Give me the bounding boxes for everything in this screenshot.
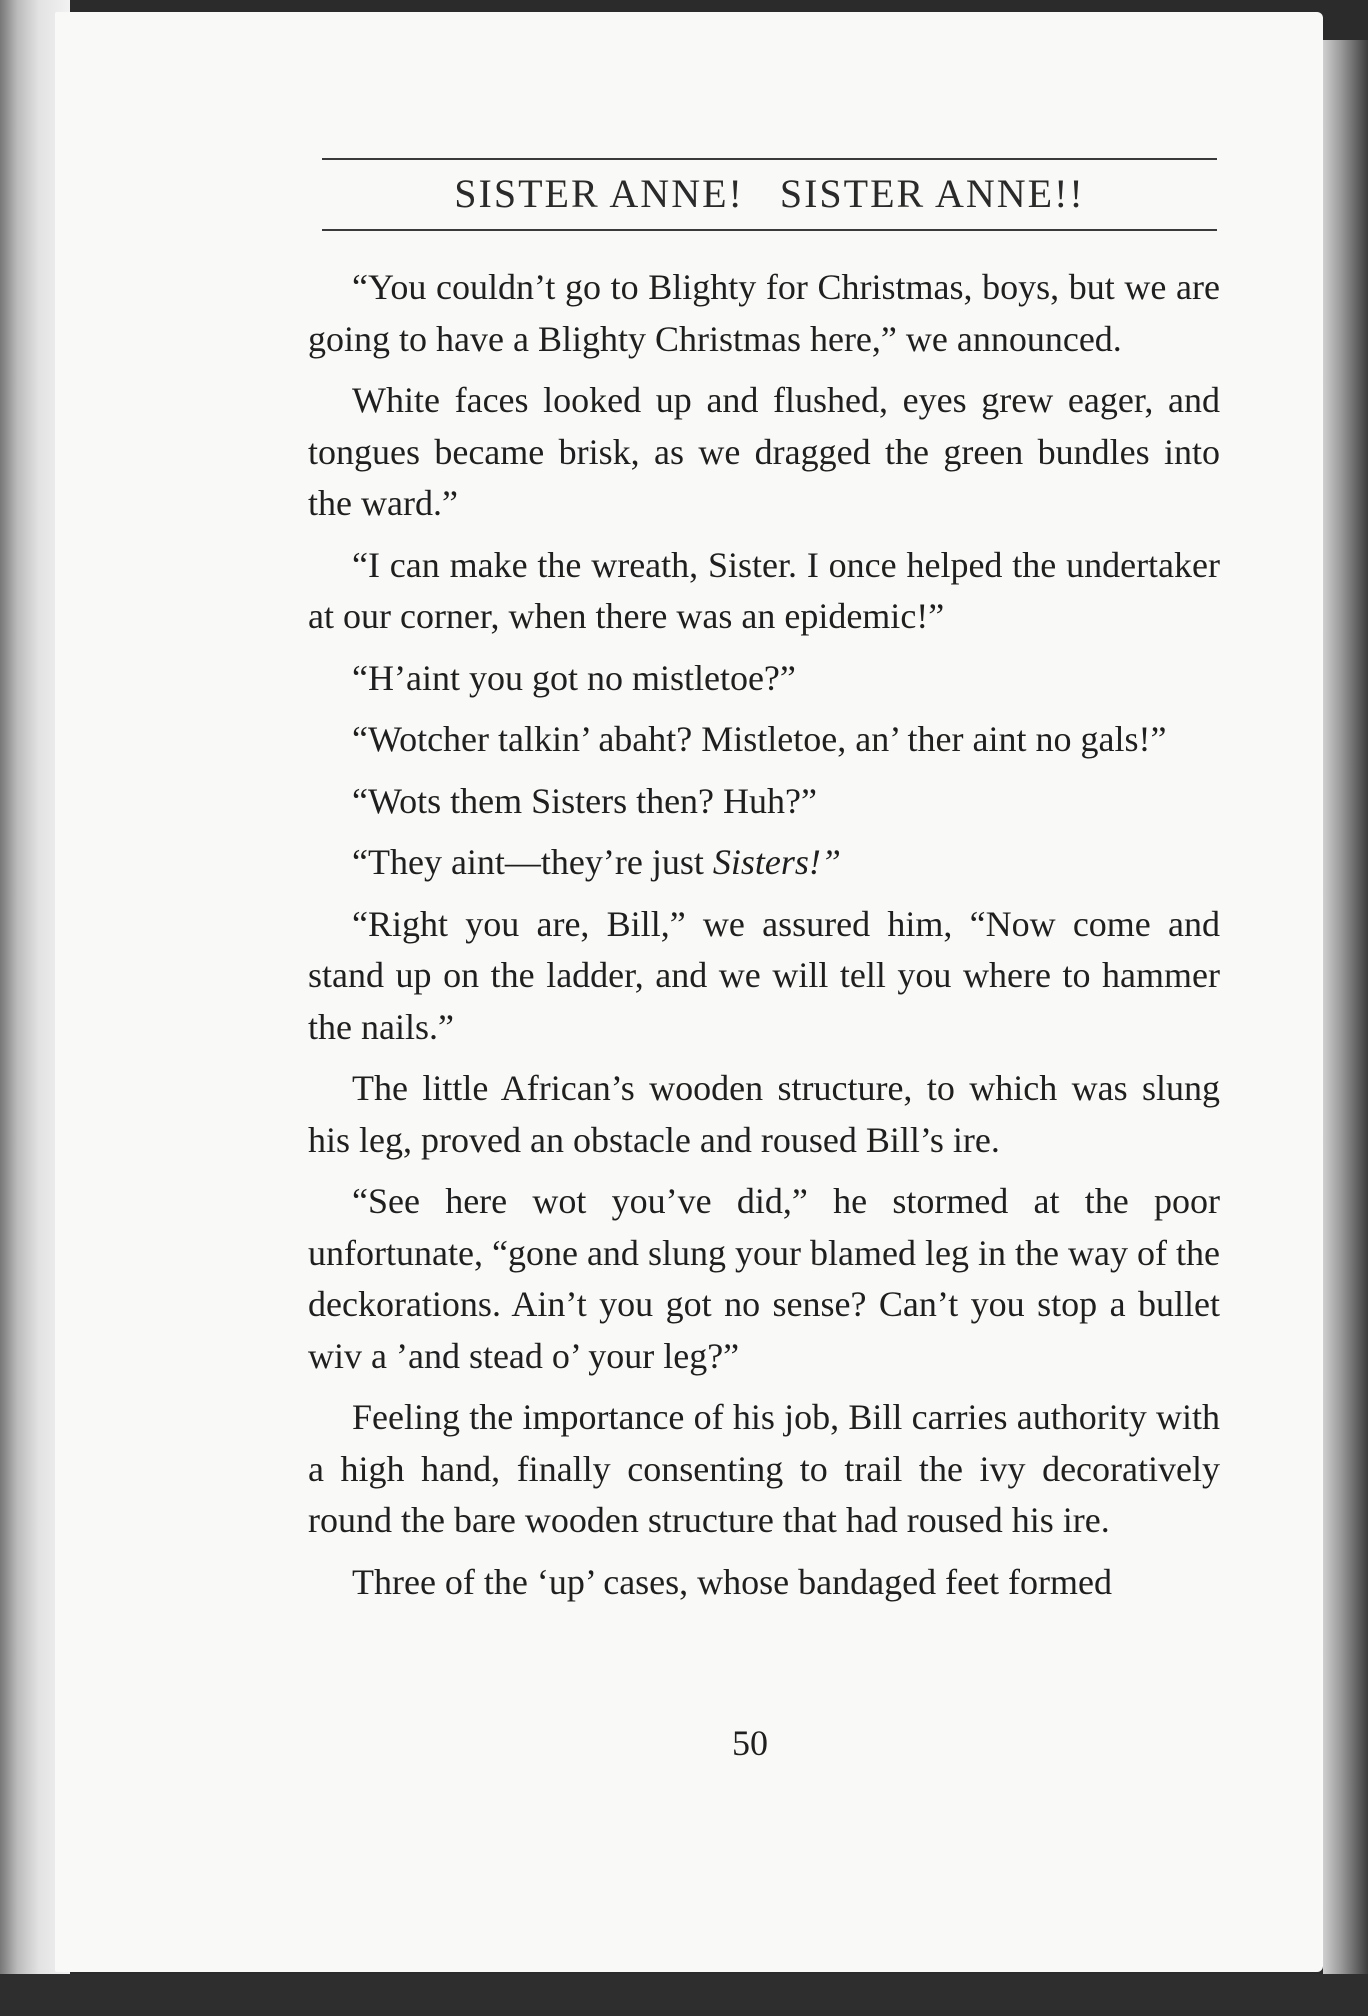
emphasis-text: Sisters!” [712, 842, 841, 882]
page-bottom-edge [0, 1974, 1368, 2016]
paragraph: “Wots them Sisters then? Huh?” [352, 780, 817, 821]
paragraph: “H’aint you got no mistletoe?” [352, 657, 796, 698]
paragraph: “See here wot you’ve did,” he stormed at the poor unfortunate, “gone and slung your blamed leg in the way of the deckorations. Ain’t you got no sense? Can’t you stop a bullet wiv a ’and stead o’ your leg?” [308, 1181, 1220, 1376]
paragraph: The little African’s wooden structure, to which was slung his leg, proved an obstacle and roused Bill’s ire. [308, 1068, 1220, 1160]
body-text [308, 262, 1220, 1608]
page-edge-right [1323, 40, 1368, 2016]
paragraph: Feeling the importance of his job, Bill carries authority with a high hand, finally consenting to trail the ivy decoratively round the bare wooden structure that had roused his ire. [308, 1397, 1220, 1540]
paragraph: Three of the ‘up’ cases, whose bandaged feet formed [352, 1561, 1112, 1602]
paragraph: “You couldn’t go to Blighty for Christmas, boys, but we are going to have a Blighty Christmas here,” we announced. [308, 267, 1220, 359]
running-header [322, 158, 1217, 231]
paragraph: White faces looked up and flushed, eyes grew eager, and tongues became brisk, as we dragged the green bundles into the ward.” [308, 380, 1220, 523]
running-header-title: SISTER ANNE! SISTER ANNE!! [454, 171, 1085, 216]
paragraph: “I can make the wreath, Sister. I once helped the undertaker at our corner, when there was an epidemic!” [308, 544, 1220, 636]
paragraph: “Right you are, Bill,” we assured him, “Now come and stand up on the ladder, and we will tell you where to hammer the nails.” [308, 903, 1220, 1047]
page-number: 50 [732, 1723, 768, 1763]
paragraph: “Wotcher talkin’ abaht? Mistletoe, an’ ther aint no gals!” [352, 719, 1167, 759]
paragraph [308, 837, 1220, 889]
paragraph-text: “They aint—they’re just [352, 842, 713, 882]
